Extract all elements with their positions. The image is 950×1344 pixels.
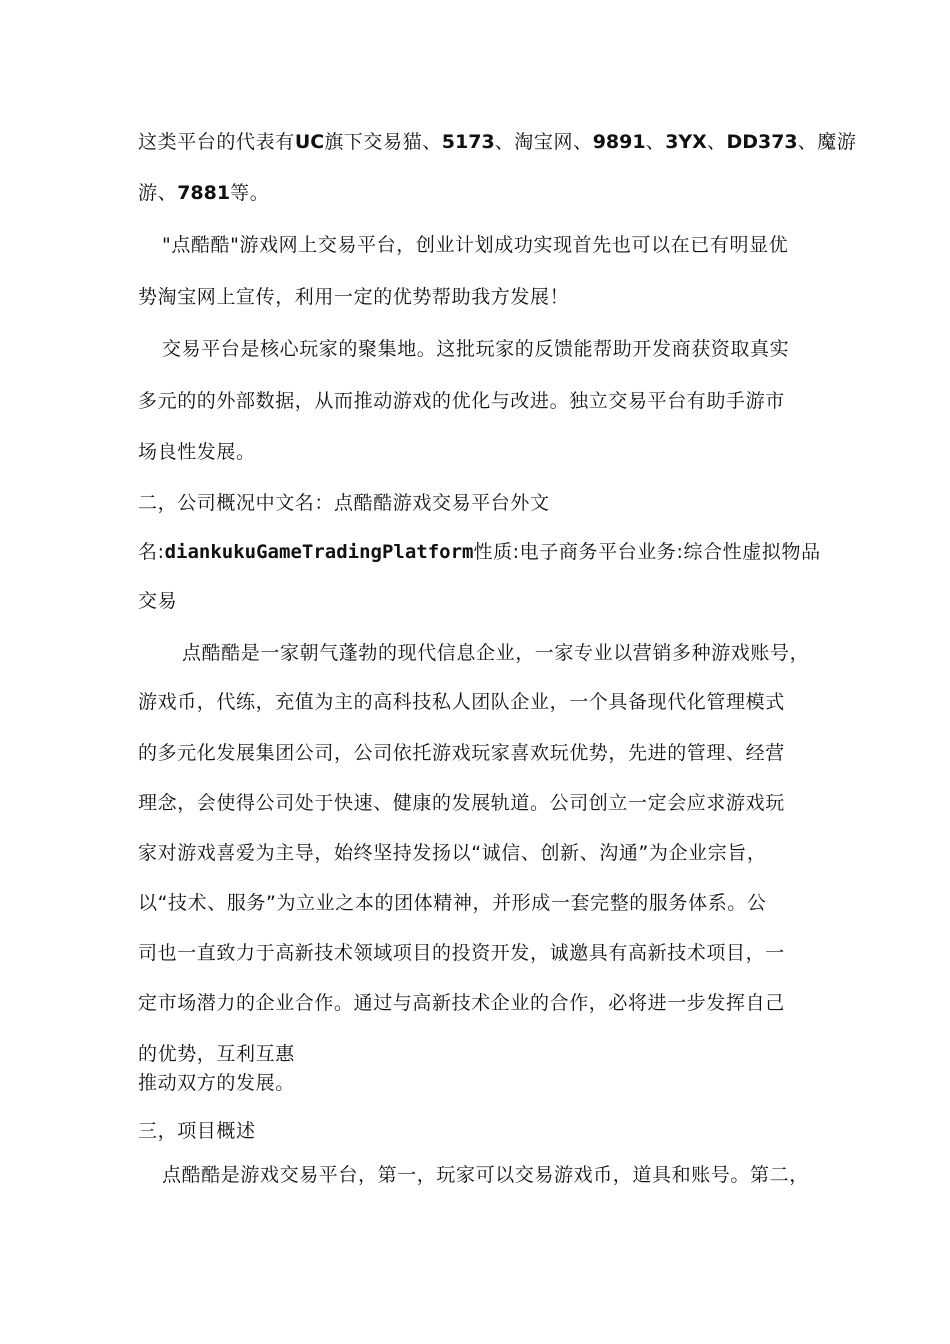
brand-7881: 7881 [177, 182, 231, 204]
text-run: 性质:电子商务平台业务:综合性虚拟物品 [473, 541, 821, 563]
paragraph-5-line-7: 司也一直致力于高新技术领域项目的投资开发，诚邀具有高新技术项目，一 [138, 942, 785, 964]
brand-uc: UC [294, 131, 325, 153]
paragraph-3-line-3: 场良性发展。 [138, 441, 256, 463]
text-run: 、淘宝网、 [494, 131, 593, 153]
paragraph-5-line-4: 理念，会使得公司处于快速、健康的发展轨道。公司创立一定会应求游戏玩 [138, 792, 785, 814]
section-3-heading: 三，项目概述 [138, 1120, 256, 1142]
paragraph-7-line-1: 点酷酷是游戏交易平台，第一，玩家可以交易游戏币，道具和账号。第二， [162, 1164, 809, 1186]
text-run: 、魔游 [797, 131, 857, 153]
paragraph-5-line-6: 以“技术、服务”为立业之本的团体精神，并形成一套完整的服务体系。公 [138, 892, 767, 914]
brand-9891: 9891 [592, 131, 646, 153]
brand-3yx: 3YX [665, 131, 707, 153]
brand-dd373: DD373 [726, 131, 798, 153]
paragraph-5-line-5: 家对游戏喜爱为主导，始终坚持发扬以“诚信、创新、沟通”为企业宗旨， [138, 842, 767, 864]
brand-5173: 5173 [441, 131, 495, 153]
text-run: 旗下交易猫、 [324, 131, 442, 153]
text-run: 、 [706, 131, 727, 153]
paragraph-2-line-2: 势淘宝网上宣传，利用一定的优势帮助我方发展！ [138, 286, 570, 308]
paragraph-5-line-3: 的多元化发展集团公司，公司依托游戏玩家喜欢玩优势，先进的管理、经营 [138, 742, 785, 764]
paragraph-1-line-2 [138, 180, 269, 206]
text-run: 、 [645, 131, 666, 153]
text-run: 游、 [138, 182, 178, 204]
company-info-line-3: 交易 [138, 590, 178, 612]
paragraph-5-line-2: 游戏币，代练，充值为主的高科技私人团队企业，一个具备现代化管理模式 [138, 691, 785, 713]
paragraph-5-line-1: 点酷酷是一家朝气蓬勃的现代信息企业，一家专业以营销多种游戏账号， [182, 642, 810, 664]
paragraph-3-line-1: 交易平台是核心玩家的聚集地。这批玩家的反馈能帮助开发商获资取真实 [162, 338, 790, 360]
company-info-line [138, 539, 821, 565]
section-2-heading: 二，公司概况中文名：点酷酷游戏交易平台外文 [138, 492, 550, 514]
paragraph-3-line-2: 多元的的外部数据，从而推动游戏的优化与改进。独立交易平台有助手游市 [138, 390, 785, 412]
text-run: 等。 [230, 182, 270, 204]
paragraph-2-line-1: "点酷酷"游戏网上交易平台，创业计划成功实现首先也可以在已有明显优 [162, 234, 789, 256]
paragraph-5-line-9: 的优势，互利互惠 [138, 1043, 295, 1065]
text-run: 名: [138, 541, 165, 563]
english-name: diankukuGameTradingPlatform [164, 541, 474, 563]
paragraph-1-line-1 [138, 129, 856, 155]
paragraph-5-line-10: 推动双方的发展。 [138, 1072, 295, 1094]
paragraph-5-line-8: 定市场潜力的企业合作。通过与高新技术企业的合作，必将进一步发挥自己 [138, 992, 785, 1014]
text-run: 这类平台的代表有 [138, 131, 295, 153]
